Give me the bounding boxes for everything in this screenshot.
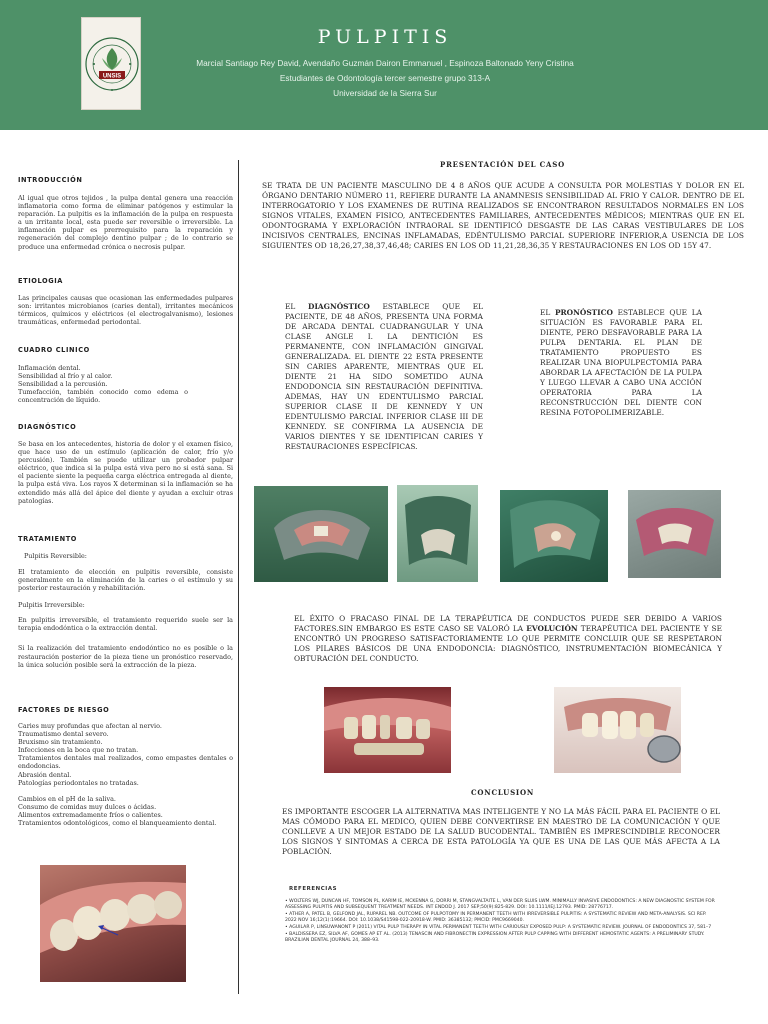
reference-item: • ATHER A, PATEL B, GELFOND JAL, RUPAREL NB. OUTCOME OF PULPOTOMY IN PERMANENT TEETH WITH IRREVERSIBLE PULPITIS: A SYSTEMATIC REVIEW AND META-ANALYSIS. SCI REP. 2022 NOV 16;12(1):19664. DOI: 10.1038/S41598-022-20918-W. PMID: 36385132; PMCID: PMC9669040.: [285, 912, 707, 923]
reference-text: WOLTERS WJ, DUNCAN HF, TOMSON PL, KARIM IE, MCKENNA G, DORRI M, STANGVALTAITE L, VAN DER SLUIS LWM. MINIMALLY INVASIVE ENDODONTICS: A NEW DIAGNOSTIC SYSTEM FOR ASSESSING PULPITIS AND SUBSEQUENT TREATMENT NEEDS. INT ENDOD J. 2017 SEP;50(9):825-829. DOI: 10.1111/IEJ.12793. PMID: 28776717.: [285, 899, 715, 910]
authors-line: Marcial Santiago Rey David, Avendaño Guzmán Dairon Emmanuel , Espinoza Baltonado Yeny Cristina: [196, 58, 574, 68]
factor-item: Tratamientos dentales mal realizados, como empastes dentales o endodoncias.: [18, 754, 233, 771]
students-line: Estudiantes de Odontología tercer semestre grupo 313-A: [279, 73, 491, 83]
dam-photo-2: [397, 485, 478, 582]
pronostico-text-main: ESTABLECE QUE LA SITUACIÓN ES FAVORABLE PARA EL DIENTE, PERO DESFAVORABLE PARA LA PULPA DENTARIA. EL PLAN DE TRATAMIENTO PROPUESTO ES REALIZAR UNA BIOPULPECTOMIA PARA ABORDAR LA AFECTACIÓN DE LA PULPA Y LUEGO LLEVAR A CABO UNA ACCIÓN OPERATORIA PARA LA RECONSTRUCCIÓN DEL DIENTE CON RESINA FOTOPOLIMERIZABLE.: [540, 308, 702, 417]
diagnostico-bold: DIAGNÓSTICO: [308, 302, 370, 311]
teeth-photo-left: [40, 865, 186, 982]
clinical-photo-after: [554, 687, 681, 773]
cuadro-heading: CUADRO CLINICO: [18, 346, 90, 354]
factor-item: Traumatismo dental severo.: [18, 730, 109, 739]
cuadro-line: Tumefacción, también conocido como edema o concentración de líquido.: [18, 388, 188, 405]
reference-item: • BALDISSERA EZ, SILVA AF, GOMES AP ET AL. (2013) TENASCIN AND FIBRONECTIN EXPRESSION AFTER PULP CAPPING WITH DIFFERENT HEMOSTATIC AGENTS: A PRELIMINARY STUDY. BRAZILIAN DENTAL JOURNAL 24, 388–93.: [285, 932, 705, 943]
factor-item: Caries muy profundas que afectan al nervio.: [18, 722, 162, 730]
extraction-text: Si la realización del tratamiento endodóntico no es posible o la restauración posterior de la pieza tiene un pronóstico reservado, la única solución posible será la extracción de la pieza.: [18, 644, 233, 669]
dam-photo-3: [500, 490, 608, 582]
reference-text: AGUILAR P, LINSUWANONT P (2011) VITAL PULP THERAPY IN VITAL PERMANENT TEETH WITH CARIOUSLY EXPOSED PULP: A SYSTEMATIC REVIEW. JOURNAL OF ENDODONTICS 37, 581–7: [289, 925, 712, 930]
evolucion-paragraph: [294, 614, 722, 664]
caso-text: SE TRATA DE UN PACIENTE MASCULINO DE 4 8 AÑOS QUE ACUDE A CONSULTA POR MOLESTIAS Y DOLOR EN EL ÓRGANO DENTARIO NÚMERO 11, REFIERE DURANTE LA ANAMNESIS SENSIBILIDAD AL FRIO Y CALOR. DENTRO DE EL INTERROGATORIO Y LOS EXAMENES DE RUTINA REALIZADOS SE ENCONTRARON RESULTADOS NORMALES EN LOS SIGNOS VITALES, EXAMEN FISICO, ANTECEDENTES FAMILIARES, ANTECEDENTES MÉDICOS; MIENTRAS QUE EN EL ODONTOGRAMA Y EXPLORACIÓN INTRAORAL SE IDENTIFICÓ DESGASTE DE LAS CARAS VESTIBULARES DE LOS INCISIVOS CENTRALES, ENCINAS INFLAMADAS, EDÉNTULISMO PARCIAL SUPERIORE INFERIOR,A USENCIA DE LOS SIGUIENTES OD 18,26,27,38,37,46,48; CARIES EN LOS OD 11,21,28,36,35 Y RESTAURACIONES EN LOS OD 15Y 47.: [262, 181, 744, 250]
clinical-photo-before: [324, 687, 451, 773]
diagnostico-text: Se basa en los antecedentes, historia de dolor y el examen físico, que hace uso de un estímulo (aplicación de calor, frío y/o percusión). También se puede utilizar un probador pulpar eléctrico, que indica si la pulpa está viva pero no si está sana. Si el paciente siente la pequeña carga eléctrica entregada al diente, la pulpa está viva. Los rayos X determinan si la inflamación se ha extendido más allá del ápice del diente y ayudan a excluir otras patologías.: [18, 440, 233, 505]
diagnostico-heading: DIAGNÓSTICO: [18, 423, 77, 431]
diagnostico-paragraph: [285, 302, 483, 452]
irreversible-text: En pulpitis irreversible, el tratamiento requerido suele ser la terapia endodóntica o la extracción dental.: [18, 616, 233, 633]
reference-item: • AGUILAR P, LINSUWANONT P (2011) VITAL PULP THERAPY IN VITAL PERMANENT TEETH WITH CARIOUSLY EXPOSED PULP: A SYSTEMATIC REVIEW. JOURNAL OF ENDODONTICS 37, 581–7: [285, 925, 712, 930]
cuadro-line: Sensibilidad al frío y al calor.: [18, 372, 113, 381]
factor-item: Alimentos extremadamente fríos o calientes.: [18, 810, 163, 819]
poster-header: [0, 0, 768, 130]
factor-item: Tratamientos odontológicos, como el blanqueamiento dental.: [18, 819, 217, 828]
factor-item: Patologías periodontales no tratadas.: [18, 778, 139, 787]
university-logo: [81, 17, 141, 110]
cuadro-line: Inflamación dental.: [18, 364, 81, 372]
reversible-subheading: Pulpitis Reversible:: [24, 552, 87, 560]
poster-title: PULPITIS: [317, 26, 453, 48]
referencias-heading: REFERENCIAS: [289, 886, 338, 892]
university-line: Universidad de la Sierra Sur: [333, 88, 437, 98]
cuadro-section: [18, 346, 233, 404]
dam-photo-1: [254, 486, 388, 582]
conclusion-text: ES IMPORTANTE ESCOGER LA ALTERNATIVA MAS INTELIGENTE Y NO LA MÁS FÁCIL PARA EL PACIENTE O EL MAS CÓMODO PARA EL MEDICO, QUIEN DEBE CONVERTIRSE EN MAESTRO DE LA COMUNICACIÓN Y QUE CONLLEVE A UN MEJOR ESTADO DE LA SALUD BUCODENTAL. TAMBIÉN ES IMPRESCINDIBLE RECONOCER LOS SIGNOS Y SINTOMAS A CERCA DE ESTA PATOLOGÍA YA QUE ES UNA DE LAS QUE MÁS AFECTA A LA POBLACIÓN.: [282, 807, 720, 856]
intro-heading: INTRODUCCIÓN: [18, 176, 83, 184]
factor-item: Abrasión dental.: [18, 770, 72, 779]
tratamiento-heading: TRATAMIENTO: [18, 535, 77, 543]
factor-item: Cambios en el pH de la saliva.: [18, 794, 116, 803]
factor-item: Infecciones en la boca que no tratan.: [18, 746, 139, 755]
column-divider: [238, 160, 239, 994]
referencias-section: [285, 886, 715, 944]
etiologia-text: Las principales causas que ocasionan las enfermedades pulpares son: irritantes microbianos (caries dental), irritantes mecánicos térmicos, químicos y eléctricos (el electrogalvanismo), lesiones traumáticas, enfermedad periodontal.: [18, 294, 233, 327]
tratamiento-section: [18, 535, 233, 669]
reference-item: • WOLTERS WJ, DUNCAN HF, TOMSON PL, KARIM IE, MCKENNA G, DORRI M, STANGVALTAITE L, VAN DER SLUIS LWM. MINIMALLY INVASIVE ENDODONTICS: A NEW DIAGNOSTIC SYSTEM FOR ASSESSING PULPITIS AND SUBSEQUENT TREATMENT NEEDS. INT ENDOD J. 2017 SEP;50(9):825-829. DOI: 10.1111/IEJ.12793. PMID: 28776717.: [285, 899, 715, 910]
etiologia-section: [18, 277, 233, 326]
factor-item: Bruxismo sin tratamiento.: [18, 738, 103, 747]
diagnostico-text-main: ESTABLECE QUE EL PACIENTE, DE 48 AÑOS, PRESENTA UNA FORMA DE ARCADA DENTAL CUADRANGULAR Y UNA CLASE ANGLE I. LA DENTICIÓN ES PERMANENTE, CON INFLAMACIÓN GINGIVAL GENERALIZADA. EL DIENTE 22 ESTA PRESENTE SIN CARIES APARENTE, MIENTRAS QUE EL DIENTE 21 HA SIDO SOMETIDO AUNA ENDODONCIA SIN RESTAURACIÓN DEFINITIVA. ADEMAS, HAY UN EDENTULISMO PARCIAL SUPERIOR CLASE II DE KENNEDY Y UN EDENTULISMO PARCIAL INFERIOR CLASE III DE KENNEDY. SE CONFIRMA LA AUSENCIA DE VARIOS DIENTES Y SE IDENTIFICAN CARIES Y RESTAURACIONES ESPECÍFICAS.: [285, 302, 484, 451]
caso-heading: PRESENTACIÓN DEL CASO: [440, 160, 565, 169]
factores-heading: FACTORES DE RIESGO: [18, 706, 110, 714]
factores-section: [18, 706, 233, 827]
reference-text: BALDISSERA EZ, SILVA AF, GOMES AP ET AL. (2013) TENASCIN AND FIBRONECTIN EXPRESSION AFTER PULP CAPPING WITH DIFFERENT HEMOSTATIC AGENTS: A PRELIMINARY STUDY. BRAZILIAN DENTAL JOURNAL 24, 388–93.: [285, 932, 705, 943]
diagnostico-pre: EL: [285, 302, 309, 311]
reference-text: ATHER A, PATEL B, GELFOND JAL, RUPAREL NB. OUTCOME OF PULPOTOMY IN PERMANENT TEETH WITH IRREVERSIBLE PULPITIS: A SYSTEMATIC REVIEW AND META-ANALYSIS. SCI REP. 2022 NOV 16;12(1):19664. DOI: 10.1038/S41598-022-20918-W. PMID: 36385132; PMCID: PMC9669040.: [285, 912, 707, 923]
intro-text: Al igual que otros tejidos , la pulpa dental genera una reacción inflamatoria como forma de eliminar patógenos y estimular la reparación. La pulpitis es la inflamación de la pulpa en respuesta a un irritante local, esta puede ser reversible o irreversible. La inflamación pulpar es prerrequisito para la reparación y regeneración del complejo dentino pulpar ; de lo contrario se produce una enfermedad crónica o necrosis pulpar.: [18, 194, 233, 251]
diagnostico-section: [18, 423, 233, 505]
pronostico-bold: PRONÓSTICO: [554, 308, 613, 317]
pronostico-paragraph: [540, 308, 702, 418]
intro-section: [18, 176, 233, 251]
cuadro-line: Sensibilidad a la percusión.: [18, 380, 108, 389]
svg-text:UNSIS: UNSIS: [102, 73, 122, 80]
conclusion-heading: CONCLUSION: [471, 788, 535, 797]
evolucion-text-main: TERAPÉUTICA DEL PACIENTE Y SE ENCONTRÓ UN PROGRESO SATISFACTORIAMENTE LO QUE PERMITE CONCLUIR QUE SE RESPETARON LOS PILARES BÁSICOS DE UNA ENDODONCIA: DIAGNÓSTICO, INSTRUMENTACIÓN BIOMECÁNICA Y OBTURACIÓN DEL CONDUCTO.: [294, 624, 722, 663]
evolucion-pre: EL ÉXITO O FRACASO FINAL DE LA TERAPÉUTICA DE CONDUCTOS PUEDE SER DEBIDO A VARIOS FACTORES.SIN EMBARGO ES ESTE CASO SE VALORÓ LA: [294, 614, 722, 633]
dam-photo-4: [628, 490, 721, 578]
irreversible-subheading: Pulpitis Irreversible:: [18, 601, 85, 610]
pronostico-pre: EL: [540, 308, 555, 317]
evolucion-bold: EVOLUCIÓN: [526, 624, 578, 633]
factor-item: Consumo de comidas muy dulces o ácidas.: [18, 802, 157, 811]
reversible-text: El tratamiento de elección en pulpitis reversible, consiste generalmente en la eliminación de la caries o el estímulo y su posterior restauración y rehabilitación.: [18, 568, 233, 593]
etiologia-heading: ETIOLOGIA: [18, 277, 64, 285]
